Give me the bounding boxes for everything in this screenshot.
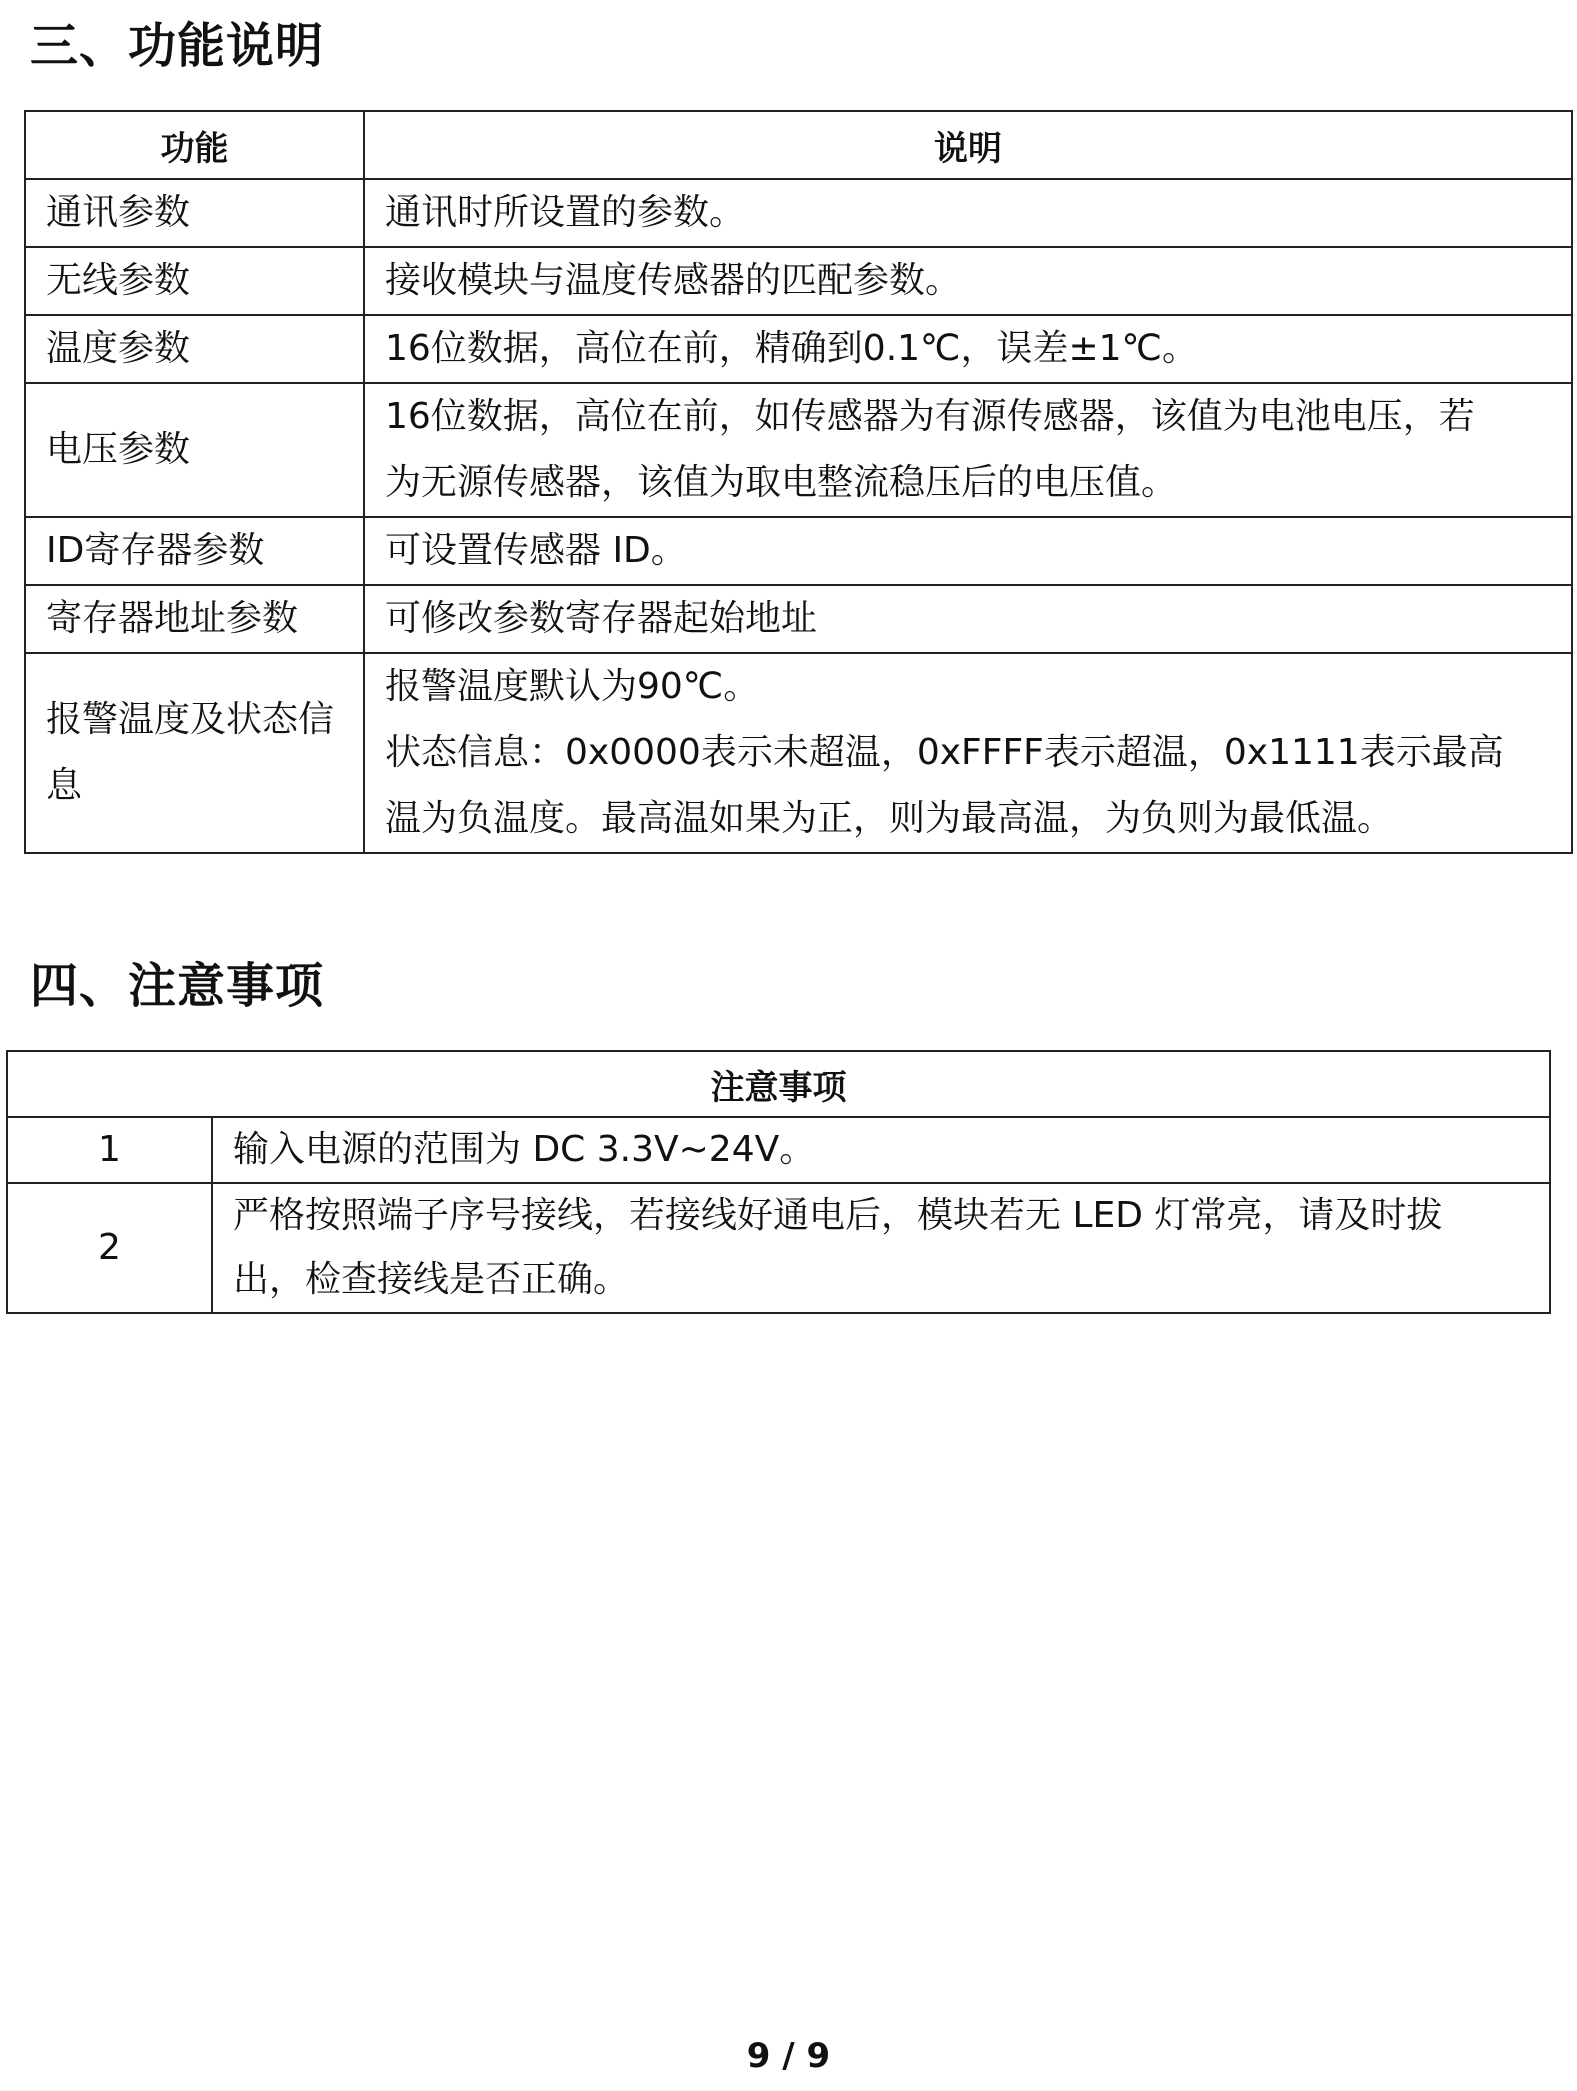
note-line: 严格按照端子序号接线，若接线好通电后，模块若无 LED 灯常亮，请及时拔 xyxy=(233,1195,1443,1236)
description-line: 可修改参数寄存器起始地址 xyxy=(385,598,818,639)
feature-cell: 无线参数 xyxy=(25,247,364,315)
feature-cell: 电压参数 xyxy=(25,383,364,517)
section-title-notes: 四、注意事项 xyxy=(30,958,325,1014)
note-text xyxy=(212,1117,1550,1183)
table-row xyxy=(7,1117,1550,1183)
description-line: 16位数据，高位在前，精确到0.1℃，误差±1℃。 xyxy=(385,328,1198,369)
table-row xyxy=(25,653,1572,853)
section-title-functions: 三、功能说明 xyxy=(30,18,325,74)
description-line: 接收模块与温度传感器的匹配参数。 xyxy=(385,260,962,301)
description-line: 16位数据，高位在前，如传感器为有源传感器，该值为电池电压，若 xyxy=(385,396,1475,437)
page-number: 9 / 9 xyxy=(746,2036,831,2076)
description-cell xyxy=(364,653,1572,853)
table-row xyxy=(25,179,1572,247)
notes-table xyxy=(6,1050,1551,1314)
feature-cell: 温度参数 xyxy=(25,315,364,383)
table-header-row xyxy=(7,1051,1550,1117)
table-row xyxy=(25,383,1572,517)
description-line: 状态信息：0x0000表示未超温，0xFFFF表示超温，0x1111表示最高 xyxy=(385,732,1504,773)
table-row xyxy=(25,585,1572,653)
feature-cell: 寄存器地址参数 xyxy=(25,585,364,653)
description-line: 为无源传感器，该值为取电整流稳压后的电压值。 xyxy=(385,462,1178,503)
note-line: 出，检查接线是否正确。 xyxy=(233,1259,630,1300)
description-line: 温为负温度。最高温如果为正，则为最高温，为负则为最低温。 xyxy=(385,798,1394,839)
header-description: 说明 xyxy=(364,111,1572,179)
table-row xyxy=(25,315,1572,383)
table-row xyxy=(7,1183,1550,1313)
description-cell xyxy=(364,585,1572,653)
description-line: 可设置传感器 ID。 xyxy=(385,530,687,571)
note-line: 输入电源的范围为 DC 3.3V~24V。 xyxy=(233,1129,816,1170)
note-text xyxy=(212,1183,1550,1313)
table-row xyxy=(25,517,1572,585)
description-cell xyxy=(364,517,1572,585)
table-row xyxy=(25,247,1572,315)
feature-cell: 报警温度及状态信息 xyxy=(25,653,364,853)
feature-cell: 通讯参数 xyxy=(25,179,364,247)
note-index: 1 xyxy=(7,1117,212,1183)
header-function: 功能 xyxy=(25,111,364,179)
header-notes: 注意事项 xyxy=(7,1051,1550,1117)
feature-cell: ID寄存器参数 xyxy=(25,517,364,585)
description-cell xyxy=(364,179,1572,247)
function-table xyxy=(24,110,1573,854)
description-cell xyxy=(364,247,1572,315)
description-line: 报警温度默认为90℃。 xyxy=(385,666,760,707)
description-cell xyxy=(364,383,1572,517)
description-cell xyxy=(364,315,1572,383)
description-line: 通讯时所设置的参数。 xyxy=(385,192,746,233)
note-index: 2 xyxy=(7,1183,212,1313)
table-header-row xyxy=(25,111,1572,179)
